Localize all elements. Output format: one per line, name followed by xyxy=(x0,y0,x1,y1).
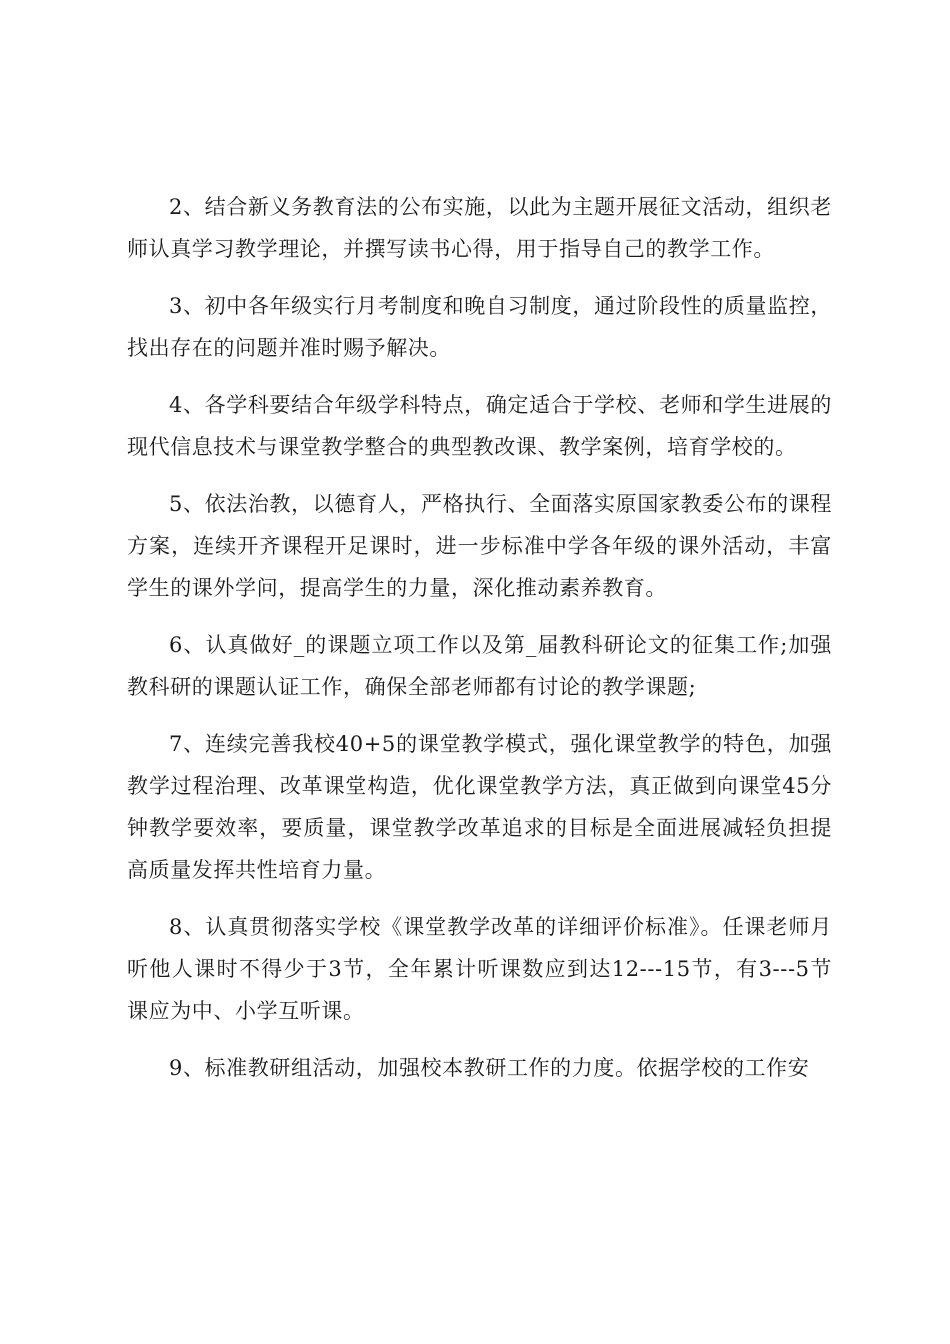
document-body xyxy=(127,186,832,1104)
paragraph-3: 3、初中各年级实行月考制度和晚自习制度，通过阶段性的质量监控，找出存在的问题并准时赐予解决。 xyxy=(127,294,832,360)
paragraph-9: 9、标准教研组活动，加强校本教研工作的力度。依据学校的工作安 xyxy=(169,1056,810,1080)
paragraph-2: 2、结合新义务教育法的公布实施，以此为主题开展征文活动，组织老师认真学习教学理论，并撰写读书心得，用于指导自己的教学工作。 xyxy=(127,195,832,261)
paragraph-7: 7、连续完善我校40+5的课堂教学模式，强化课堂教学的特色，加强教学过程治理、改革课堂构造，优化课堂教学方法，真正做到向课堂45分钟教学要效率，要质量，课堂教学改革追求的目标是全面进展减轻负担提高质量发挥共性培育力量。 xyxy=(127,732,832,882)
paragraph-8: 8、认真贯彻落实学校《课堂教学改革的详细评价标准》。任课老师月听他人课时不得少于3节，全年累计听课数应到达12---15节，有3---5节课应为中、小学互听课。 xyxy=(127,915,832,1023)
paragraph-4: 4、各学科要结合年级学科特点，确定适合于学校、老师和学生进展的现代信息技术与课堂教学整合的典型教改课、教学案例，培育学校的。 xyxy=(127,393,832,459)
paragraph-6: 6、认真做好_的课题立项工作以及第_届教科研论文的征集工作;加强教科研的课题认证工作，确保全部老师都有讨论的教学课题; xyxy=(127,633,832,699)
paragraph-5: 5、依法治教，以德育人，严格执行、全面落实原国家教委公布的课程方案，连续开齐课程开足课时，进一步标准中学各年级的课外活动，丰富学生的课外学问，提高学生的力量，深化推动素养教育。 xyxy=(127,492,832,600)
